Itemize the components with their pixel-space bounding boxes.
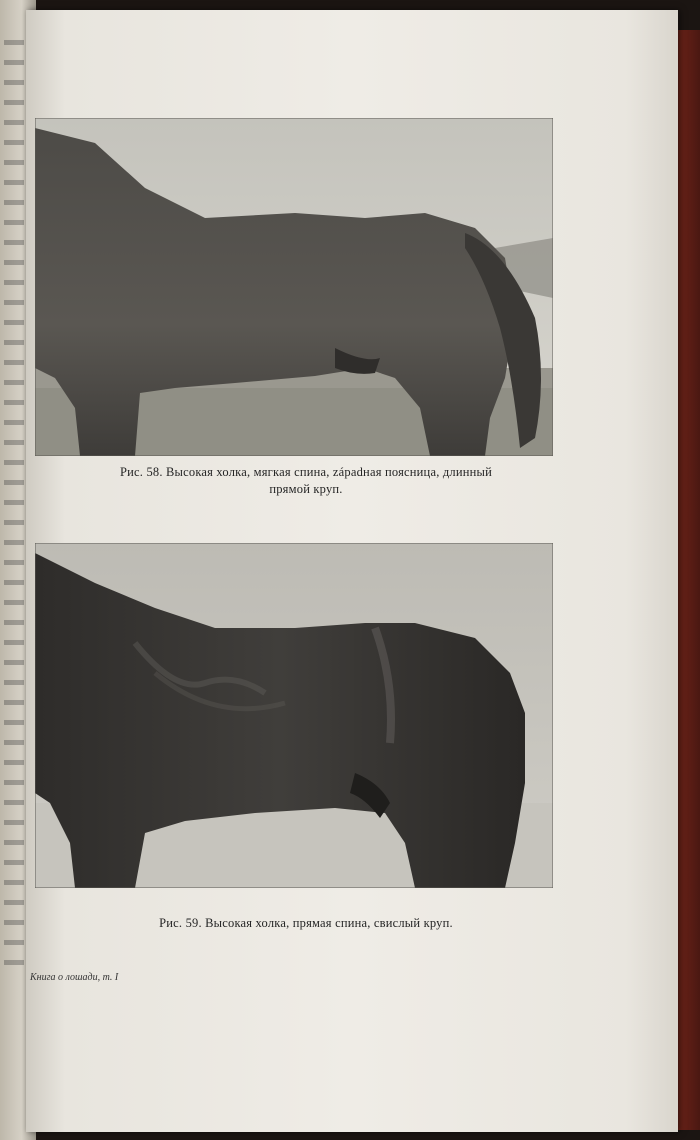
figure-59-caption-line1: Рис. 59. Высокая холка, прямая спина, свислый круп. (159, 916, 453, 930)
horse-photo-icon (35, 543, 553, 888)
horse-photo-icon (35, 118, 553, 456)
figure-59-caption (26, 915, 586, 932)
page-footer: Книга о лошади, т. I (30, 972, 119, 983)
figure-58-photo (35, 118, 553, 456)
figure-59-photo (35, 543, 553, 888)
figure-58-caption-line2: прямой круп. (269, 482, 343, 496)
figure-58-caption-line1: Рис. 58. Высокая холка, мягкая спина, západная поясница, длинный (120, 465, 492, 479)
book-page (26, 10, 678, 1132)
figure-58-caption (26, 464, 586, 498)
